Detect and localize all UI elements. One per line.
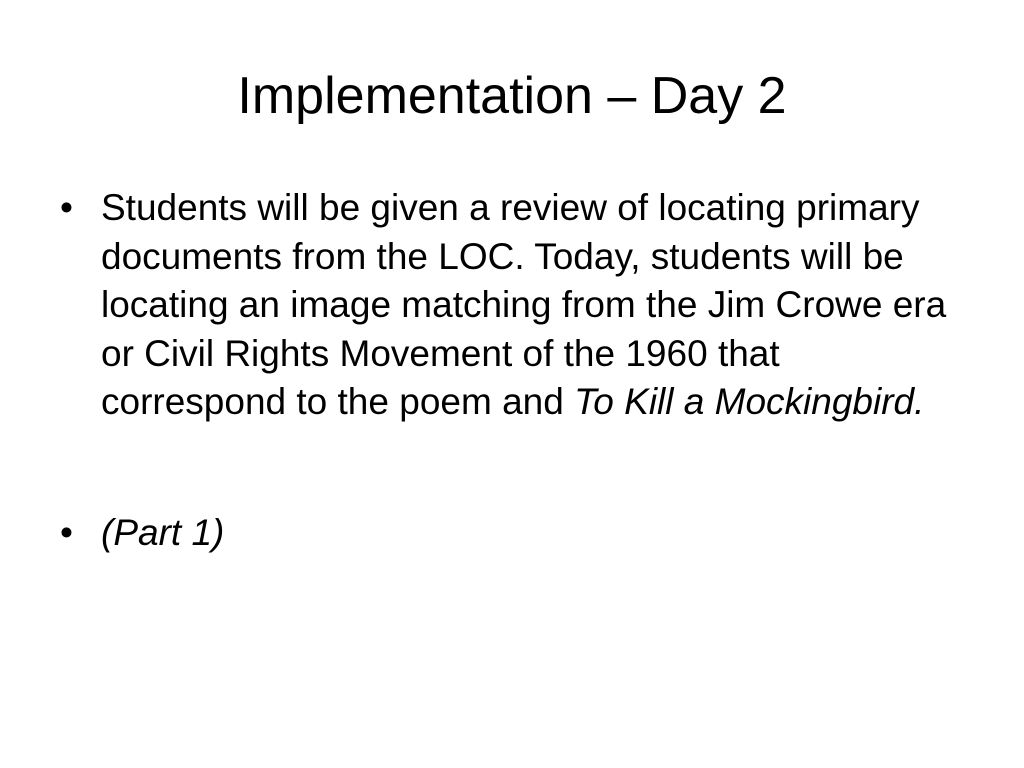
bullet-item-lesson xyxy=(60,184,960,427)
book-title-text: To Kill a Mockingbird. xyxy=(574,381,925,422)
bullet-list xyxy=(60,184,960,557)
part-label-text: (Part 1) xyxy=(101,511,225,553)
bullet-item-part xyxy=(60,509,960,558)
bullet-marker: • xyxy=(60,511,73,553)
bullet-text: Students will be given a review of locating primary documents from the LOC. Today, students will be locating an image matching from the Jim Crowe era or Civil Rights Movement of the 1960 that correspond to the poem and xyxy=(101,187,947,422)
bullet-marker: • xyxy=(60,187,73,228)
slide-title: Implementation – Day 2 xyxy=(237,67,787,125)
